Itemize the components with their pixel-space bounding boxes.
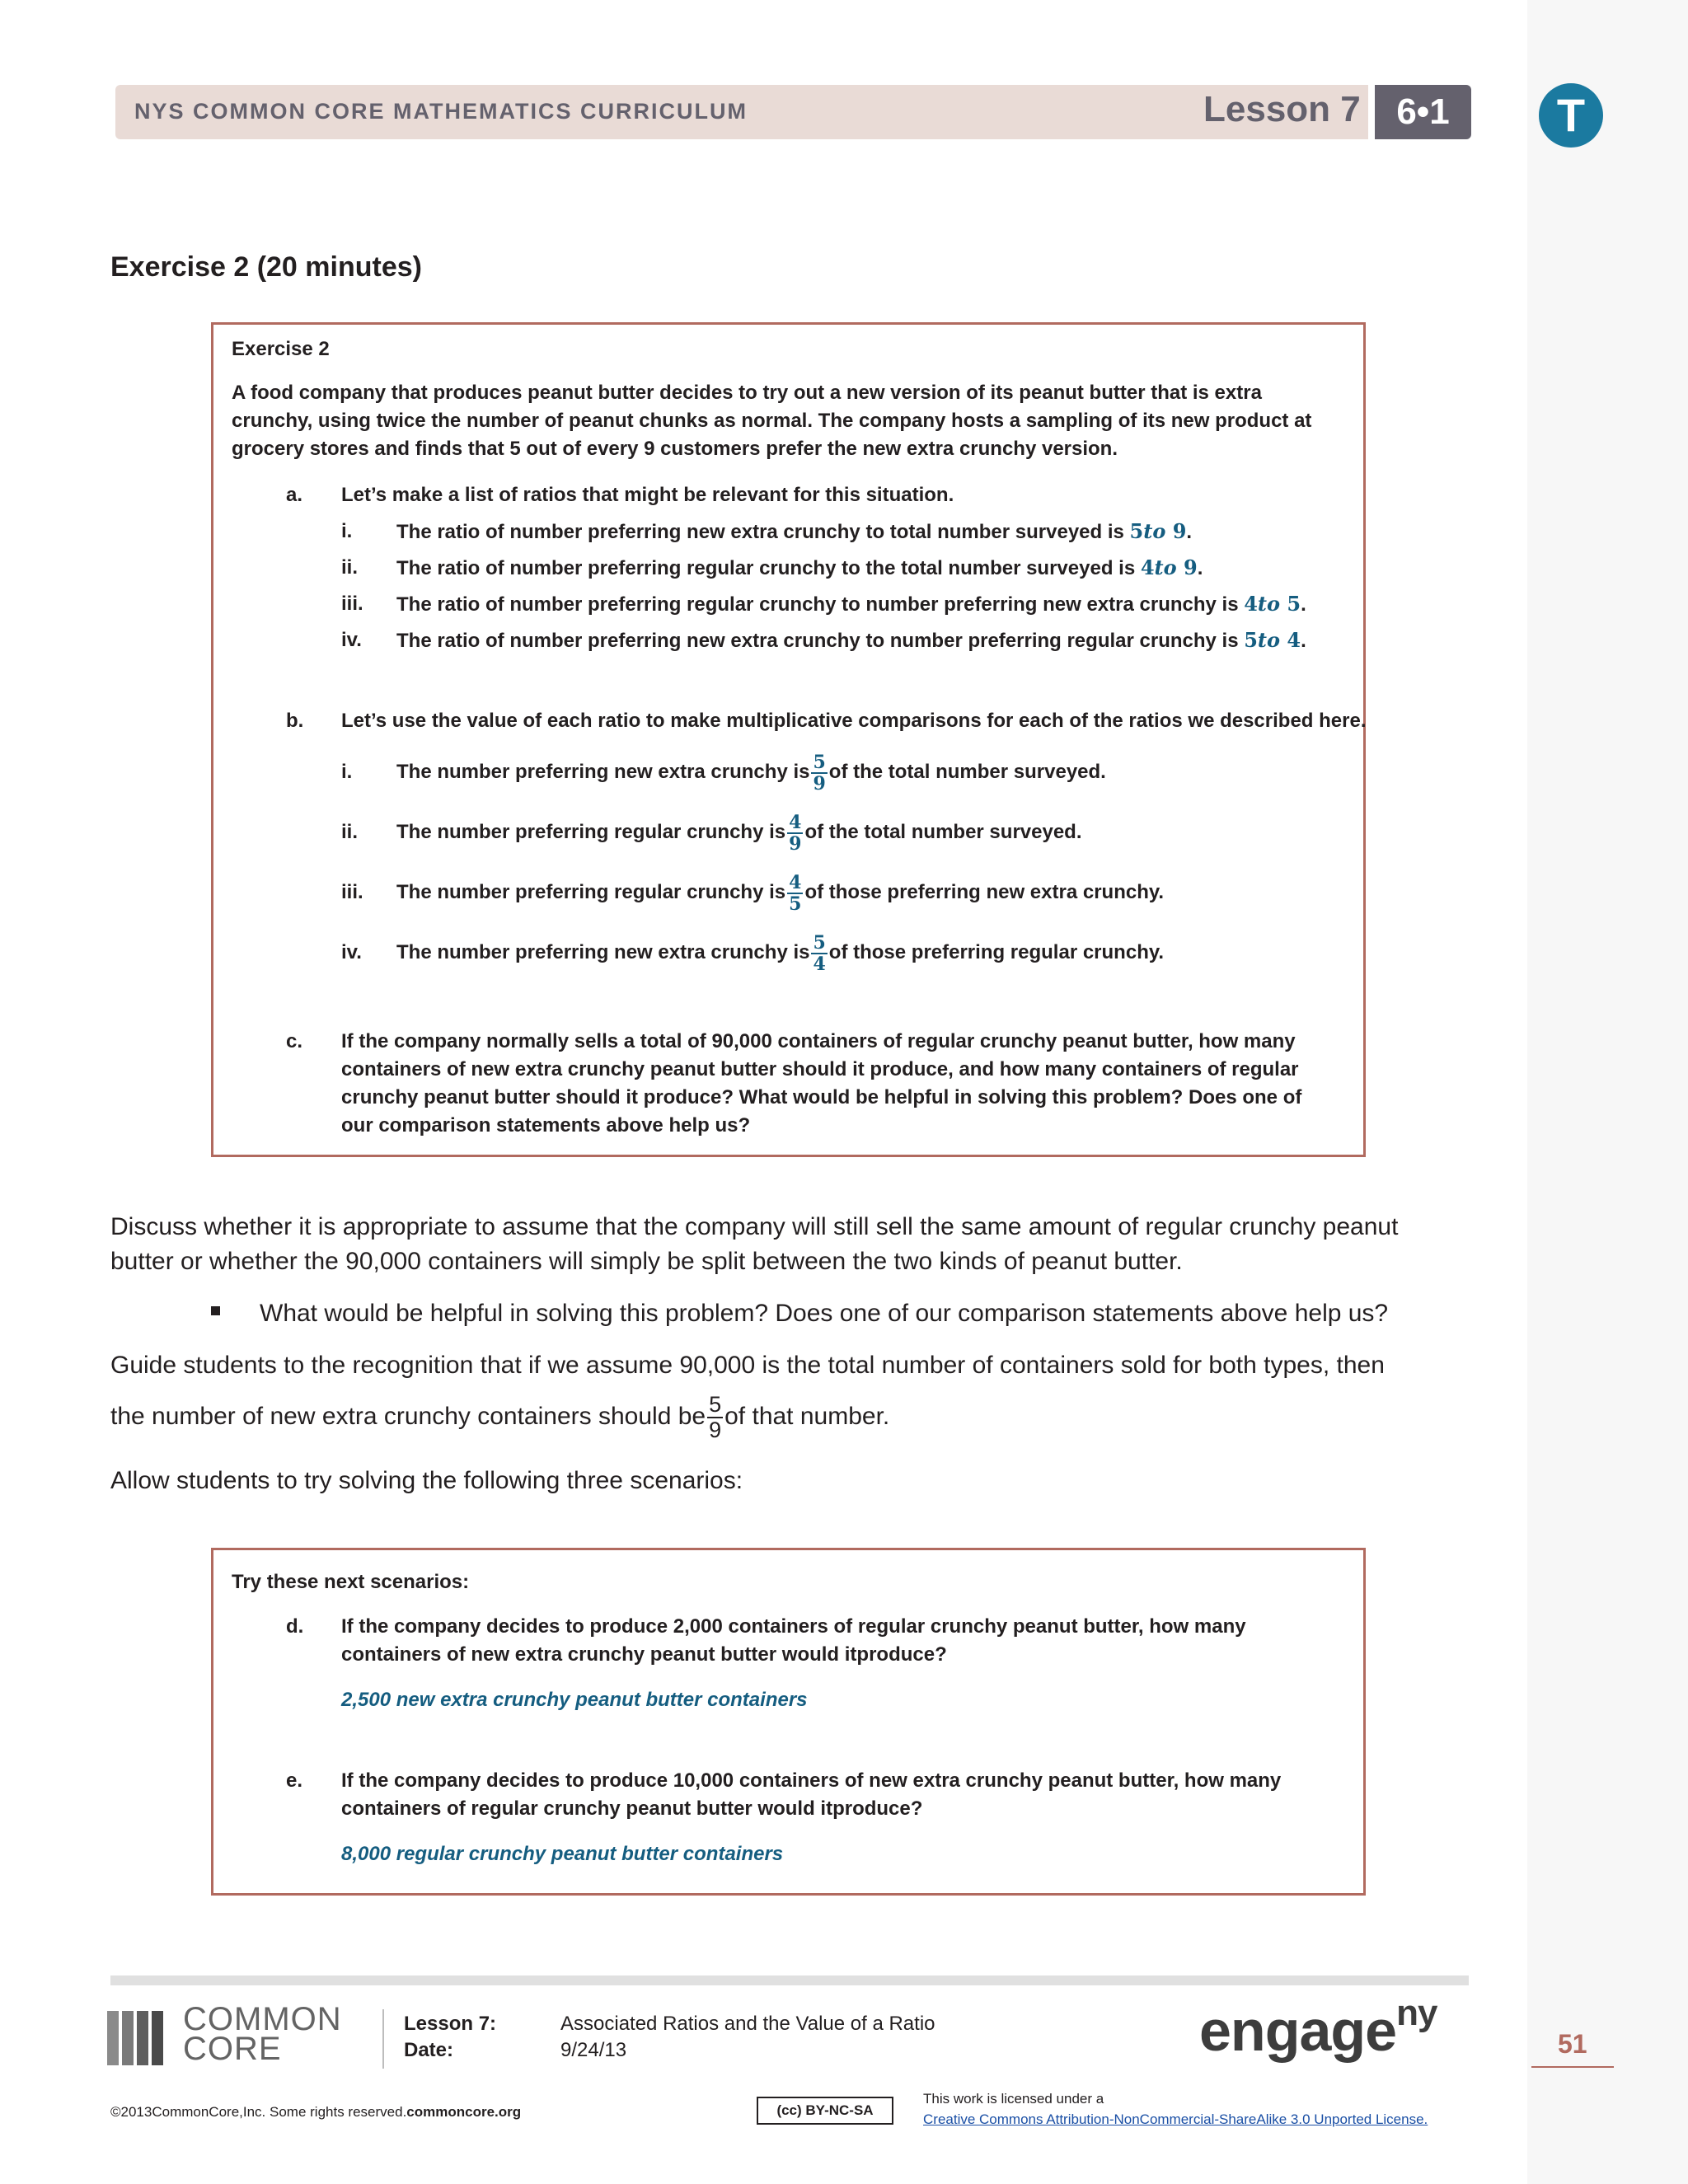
item-number: ii. [341, 821, 359, 843]
section-heading: Exercise 2 (20 minutes) [110, 251, 422, 283]
item-number: iv. [341, 941, 362, 963]
part-e-answer: 8,000 regular crunchy peanut butter containers [341, 1843, 784, 1865]
page-number-rule [1531, 2066, 1614, 2068]
footer-date: 9/24/13 [560, 2039, 627, 2061]
fraction-answer: $\frac{4}{5}$ [789, 871, 802, 915]
ratio-statement: The ratio of number preferring regular crunchy to number preferring new extra crunchy is 4to 5. [396, 592, 1306, 616]
exercise-box-title: Exercise 2 [232, 338, 330, 360]
fraction: $\frac{5}{9}$ [709, 1392, 722, 1443]
ratio-answer: 4to 9 [1140, 555, 1198, 579]
discussion-paragraph: Discuss whether it is appropriate to assume that the company will still sell the same amount of regular crunchy peanut butter or whether the 90,000 containers will simply be split between the two kinds of peanut butter. [110, 1213, 1399, 1275]
engageny-logo: engage$^{ny}$ [1199, 1993, 1437, 2063]
guide-paragraph-line1: Guide students to the recognition that if we assume 90,000 is the total number of containers sold for both types, then [110, 1352, 1385, 1379]
common-core-logo-text: COMMON CORE [183, 2001, 342, 2067]
license-link[interactable]: Creative Commons Attribution-NonCommercial-ShareAlike 3.0 Unported License. [923, 2111, 1428, 2127]
common-core-logo-icon [107, 2011, 173, 2065]
copyright: ©2013CommonCore,Inc. Some rights reserved.commoncore.org [110, 2104, 522, 2120]
part-e-label: e. [286, 1769, 303, 1792]
item-number: ii. [341, 556, 359, 579]
bullet-question: What would be helpful in solving this problem? Does one of our comparison statements above help us? [260, 1300, 1389, 1327]
footer-divider [382, 2009, 384, 2069]
comparison-statement: The number preferring regular crunchy is $\frac{4}{5}$ of those preferring new extra crunchy. [396, 871, 1165, 915]
page-number: 51 [1558, 2029, 1587, 2059]
item-number: iii. [341, 593, 363, 615]
license-text: This work is licensed under a [923, 2091, 1104, 2107]
fraction-answer: $\frac{5}{9}$ [813, 751, 826, 794]
lesson-title: Lesson 7 [1203, 89, 1361, 129]
ratio-answer: 5to 9 [1129, 519, 1187, 543]
footer-date-label: Date: [404, 2039, 454, 2061]
teacher-edition-icon: T [1539, 83, 1603, 148]
comparison-statement: The number preferring new extra crunchy is $\frac{5}{9}$ of the total number surveyed. [396, 751, 1106, 794]
right-margin-strip [1527, 0, 1688, 2184]
cc-license-badge-icon: (cc) BY-NC-SA [757, 2097, 893, 2125]
ratio-statement: The ratio of number preferring new extra crunchy to total number surveyed is 5to 9. [396, 519, 1193, 543]
instruction-paragraph: Allow students to try solving the following three scenarios: [110, 1467, 743, 1494]
ratio-answer: 5to 4 [1244, 628, 1301, 652]
part-b-label: b. [286, 710, 304, 732]
curriculum-title: NYS COMMON CORE MATHEMATICS CURRICULUM [134, 99, 748, 124]
item-number: iii. [341, 881, 363, 903]
bullet-icon [211, 1306, 220, 1315]
ratio-statement: The ratio of number preferring new extra crunchy to number preferring regular crunchy is 5to 4. [396, 628, 1306, 652]
ratio-answer: 4to 5 [1244, 592, 1301, 616]
part-b-prompt: Let’s use the value of each ratio to make multiplicative comparisons for each of the ratios we described here. [341, 710, 1367, 732]
item-number: i. [341, 520, 353, 542]
scenario-box [211, 1548, 1366, 1896]
footer-lesson-title: Associated Ratios and the Value of a Ratio [560, 2013, 935, 2035]
fraction-answer: $\frac{5}{4}$ [813, 931, 826, 975]
item-number: iv. [341, 629, 362, 651]
part-d-answer: 2,500 new extra crunchy peanut butter containers [341, 1689, 808, 1711]
item-number: i. [341, 761, 353, 783]
footer-lesson-label: Lesson 7: [404, 2013, 497, 2035]
ratio-statement: The ratio of number preferring regular crunchy to the total number surveyed is 4to 9. [396, 555, 1203, 579]
part-a-prompt: Let’s make a list of ratios that might be relevant for this situation. [341, 484, 954, 506]
part-d-label: d. [286, 1615, 304, 1638]
footer-rule [110, 1975, 1469, 1985]
exercise-intro: A food company that produces peanut butter decides to try out a new version of its peanut butter that is extra crunchy, using twice the number of peanut chunks as normal. The company hosts a sampling of its new product at grocery stores and finds that 5 out of every 9 customers prefer the new extra crunchy version. [232, 382, 1312, 460]
grade-module-badge: 6•1 [1375, 85, 1471, 139]
part-c-label: c. [286, 1030, 303, 1052]
part-d-question: If the company decides to produce 2,000 containers of regular crunchy peanut butter, how many containers of new extra crunchy peanut butter would itproduce? [341, 1615, 1246, 1666]
scenario-box-title: Try these next scenarios: [232, 1571, 470, 1593]
part-c-question: If the company normally sells a total of 90,000 containers of regular crunchy peanut butter, how many containers of new extra crunchy peanut butter should it produce, and how many containers of regular crunchy peanut butter should it produce? What would be helpful in solving this problem? Does one of our comparison statements above help us? [341, 1030, 1302, 1137]
guide-paragraph-line2: the number of new extra crunchy containers should be $\frac{5}{9}$ of that number. [110, 1392, 890, 1443]
comparison-statement: The number preferring new extra crunchy is $\frac{5}{4}$ of those preferring regular crunchy. [396, 931, 1165, 975]
fraction-answer: $\frac{4}{9}$ [789, 811, 802, 855]
part-a-label: a. [286, 484, 303, 506]
exercise-box [211, 322, 1366, 1157]
part-e-question: If the company decides to produce 10,000 containers of new extra crunchy peanut butter, how many containers of regular crunchy peanut butter would itproduce? [341, 1769, 1282, 1820]
comparison-statement: The number preferring regular crunchy is $\frac{4}{9}$ of the total number surveyed. [396, 811, 1082, 855]
